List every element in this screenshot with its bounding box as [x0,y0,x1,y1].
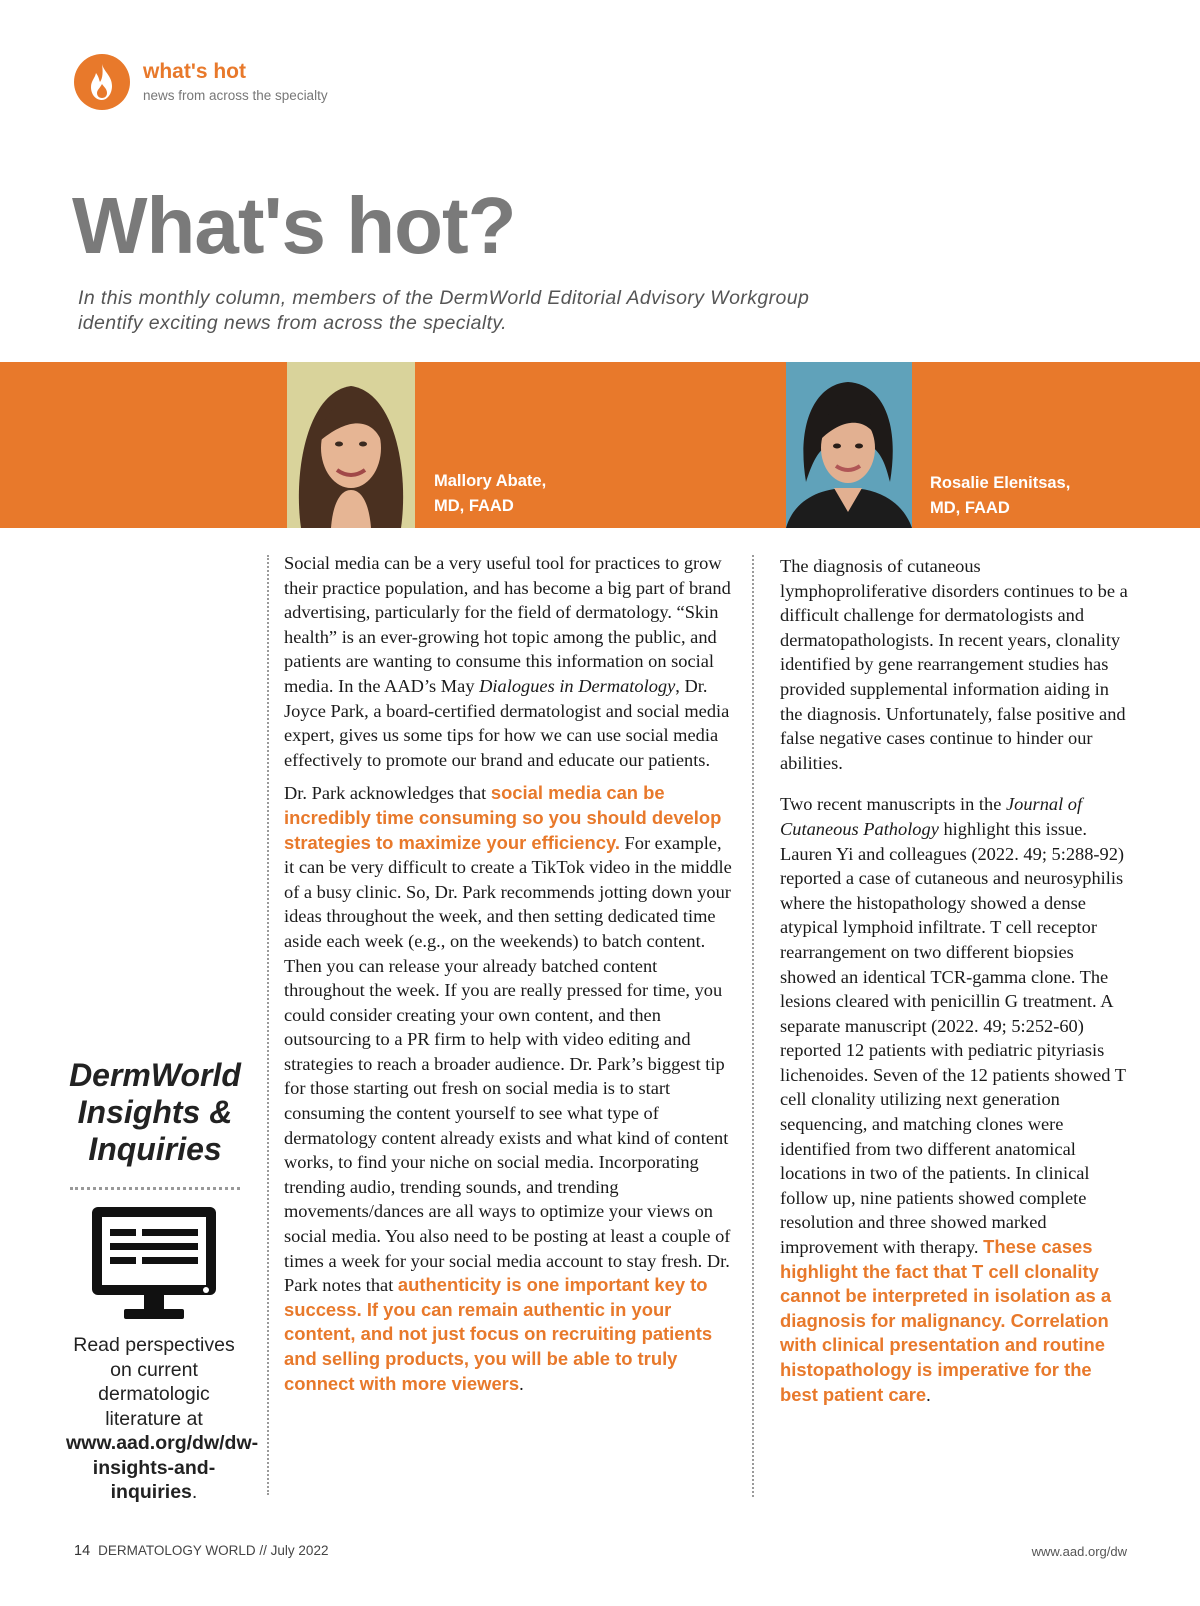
paragraph: Two recent manuscripts in the Journal of Cutaneous Pathology highlight this issue. Lauren Yi and colleagues (2022. 49; 5:288-92) reported a case of cutaneous and neurosyphilis where the histopathology showed a dense atypical lymphoid infiltrate. T cell receptor rearrangement on two different biopsies showed an identical TCR-gamma clone. The lesions cleared with penicillin G treatment. A separate manuscript (2022. 49; 5:252-60) reported 12 patients with pediatric pityriasis lichenoides. Seven of the 12 patients showed T cell clonality utilizing next generation sequencing, and matching clones were identified from two different anatomical locations in two of the patients. In clinical follow up, nine patients showed complete resolution and three showed marked improvement with therapy. These cases highlight the fact that T cell clonality cannot be interpreted in isolation as a diagnosis for malignancy. Correlation with clinical presentation and routine histopathology is imperative for the best patient care. [780,794,1126,1405]
sidebar-title-line: Insights & [77,1094,233,1130]
sidebar-link[interactable]: www.aad.org/dw/dw-insights-and-inquiries [66,1432,259,1503]
pull-highlight: social media can be incredibly time consuming so you should develop strategies to maximize your efficiency. [284,782,722,853]
intro-text: In this monthly column, members of the DermWorld Editorial Advisory Workgroup identify exciting news from across the specialty. [78,287,810,334]
author-photo [287,362,415,528]
paragraph: The diagnosis of cutaneous lymphoproliferative disorders continues to be a difficult challenge for dermatologists and dermatopathologists. In recent years, clonality identified by gene rearrangement studies has provided supplemental information aiding in the diagnosis. Unfortunately, false positive and false negative cases continue to hinder our abilities. [780,556,1128,773]
column-divider [752,555,754,1497]
page-number: 14 [74,1543,91,1559]
sidebar-title-line: Inquiries [88,1131,222,1167]
footer-publication: 14 DERMATOLOGY WORLD // July 2022 [74,1543,329,1559]
author-photo [786,362,912,528]
section-title: what's hot [143,60,246,83]
paragraph: Social media can be a very useful tool for practices to grow their practice population, and has become a big part of brand advertising, particularly for the field of dermatology. “Skin health” is an ever-growing hot topic among the public, and patients are wanting to consume this information on social media. In the AAD’s May Dialogues in Dermatology, Dr. Joyce Park, a board-certified dermatologist and social media expert, gives us some tips for how we can use social media effectively to promote our brand and educate our patients. [284,553,731,770]
monitor-icon [90,1205,218,1323]
paragraph: Dr. Park acknowledges that social media can be incredibly time consuming so you should develop strategies to maximize your efficiency. For example, it can be very difficult to create a TikTok video in the middle of a busy clinic. So, Dr. Park recommends jotting down your ideas throughout the week, and then setting dedicated time aside each week (e.g., on the weekends) to batch content. Then you can release your already batched content throughout the week. If you are really pressed for time, you could consider creating your own content, and then outsourcing to a PR firm to help with video editing and strategies to reach a broader audience. Dr. Park’s biggest tip for those starting out fresh on social media is to start consuming the content yourself to see what type of dermatology content already exists and what kind of content works, to find your niche on social media. Incorporating trending audio, trending sounds, and trending movements/dances are all ways to optimize your views on social media. You also need to be posting at least a couple of times a week for your social media account to stay fresh. Dr. Park notes that authenticity is one important key to success. If you can remain authentic in your content, and not just focus on recruiting patients and selling products, you will be able to truly connect with more viewers. [284,782,732,1394]
flame-icon [74,54,130,110]
page-title: What's hot? [72,181,516,270]
article-column [780,554,1130,1416]
sidebar-title-line: DermWorld [69,1057,241,1093]
pull-highlight: These cases highlight the fact that T cell clonality cannot be interpreted in isolation as a diagnosis for malignancy. Correlation with clinical presentation and routine histopathology is imperative for the best patient care [780,1236,1112,1405]
sidebar-text: Read perspectives on current dermatologic literature at www.aad.org/dw/dw-insights-and-inquiries. [66,1334,259,1503]
author-name [930,471,1070,521]
column-divider [267,555,269,1495]
author-name-line: Mallory Abate, [434,472,547,490]
sidebar-title [52,1057,258,1168]
author-credentials: MD, FAAD [434,497,514,515]
article-column [284,551,734,1405]
author-name [434,469,546,519]
pull-highlight: authenticity is one important key to success. If you can remain authentic in your content, and not just focus on recruiting patients and selling products, you will be able to truly connect with more viewers [284,1274,713,1394]
author-name-line: Rosalie Elenitsas, [930,474,1071,492]
footer-url[interactable]: www.aad.org/dw [1031,1544,1127,1559]
author-credentials: MD, FAAD [930,499,1010,517]
divider [70,1187,240,1190]
section-subtitle: news from across the specialty [143,88,328,103]
